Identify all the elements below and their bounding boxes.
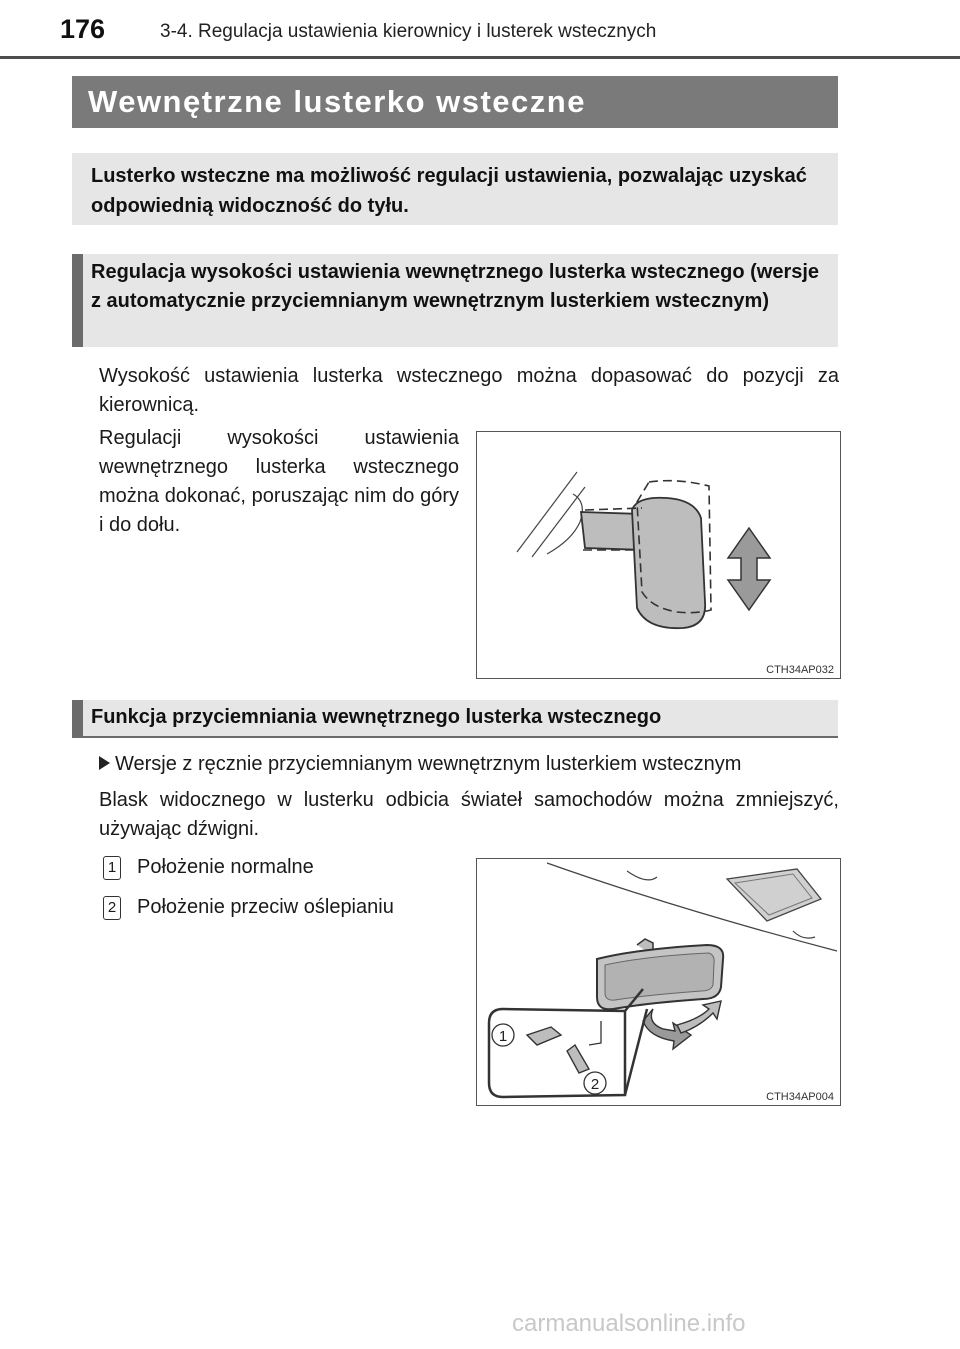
mirror-body — [632, 498, 705, 628]
mirror-dimming-illustration — [477, 859, 840, 1105]
mirror-height-figure — [476, 431, 841, 679]
intro-box — [72, 153, 838, 225]
mirror-dimming-figure — [476, 858, 841, 1106]
paragraph-height-position: Wysokość ustawienia lusterka wstecznego można dopasować do pozycji za kierownicą. — [99, 365, 839, 416]
subsection-title: Funkcja przyciemniania wewnętrznego lusterka wstecznego — [91, 706, 662, 728]
watermark: carmanualsonline.info — [512, 1310, 746, 1337]
legend-number: 1 — [103, 856, 121, 880]
paragraph-height-adjust: Regulacji wysokości ustawienia wewnętrznego lusterka wstecznego można dokonać, poruszając nim do góry i do dołu. — [99, 427, 459, 536]
mirror-height-illustration — [477, 432, 840, 678]
subsection-rule — [72, 736, 838, 738]
page-header — [0, 0, 960, 60]
intro-text: Lusterko wsteczne ma możliwość regulacji ustawienia, pozwalając uzyskać odpowiednią widoczność do tyłu. — [91, 165, 807, 217]
windshield-line — [517, 472, 577, 552]
variant-line — [99, 753, 741, 776]
triangle-bullet-icon — [99, 756, 110, 770]
figure-code: CTH34AP032 — [766, 664, 834, 676]
section-title: Wewnętrzne lusterko wsteczne — [88, 84, 586, 119]
svg-text:2: 2 — [590, 1076, 600, 1093]
subsection-heading-dimming — [72, 700, 838, 737]
legend-number: 2 — [103, 896, 121, 920]
subsection-title: Regulacja wysokości ustawienia wewnętrznego lusterka wstecznego (wersje z automatycznie przyciemnianym wewnętrznym lusterkiem wstecznym) — [91, 261, 820, 312]
chapter-title: 3-4. Regulacja ustawienia kierownicy i lusterek wstecznych — [160, 21, 657, 42]
variant-text: Wersje z ręcznie przyciemnianym wewnętrznym lusterkiem wstecznym — [115, 753, 742, 775]
legend-label: Położenie przeciw oślepianiu — [137, 896, 394, 918]
up-down-arrow-icon — [728, 528, 770, 610]
legend-item — [103, 896, 394, 920]
section-title-bar — [72, 76, 838, 128]
figure-code: CTH34AP004 — [766, 1091, 834, 1103]
legend-label: Położenie normalne — [137, 856, 314, 878]
header-rule — [0, 56, 960, 59]
subsection-heading-height — [72, 254, 838, 347]
legend-item — [103, 856, 314, 880]
page-number: 176 — [60, 14, 106, 44]
paragraph-dimming: Blask widocznego w lusterku odbicia świateł samochodów można zmniejszyć, używając dźwigni. — [99, 789, 839, 840]
svg-text:1: 1 — [498, 1028, 508, 1045]
mount-curve — [547, 494, 582, 554]
